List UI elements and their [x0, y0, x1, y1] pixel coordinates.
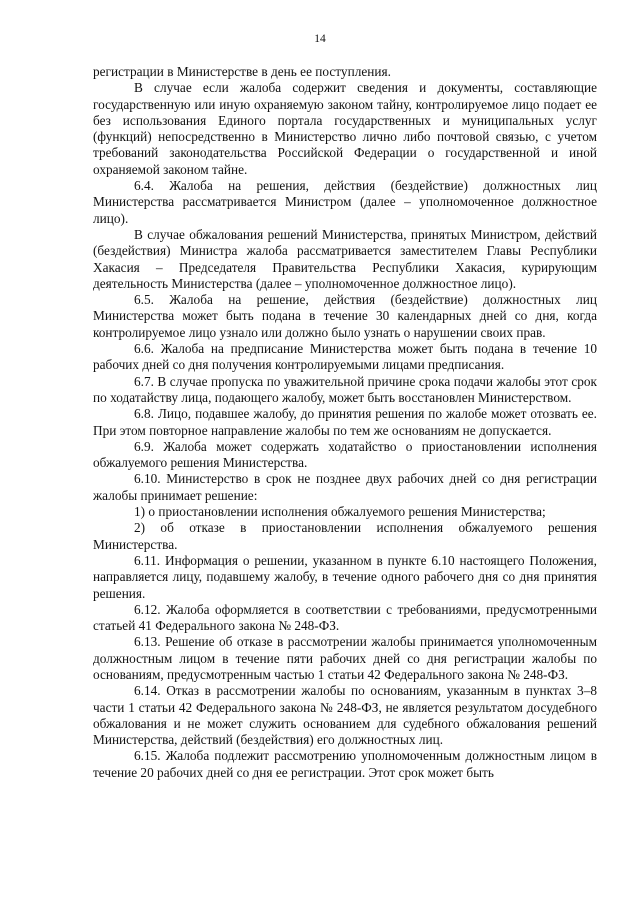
paragraph-6-7: 6.7. В случае пропуска по уважительной причине срока подачи жалобы этот срок по ходатайству лица, подающего жалобу, может быть восстановлен Министерством. — [93, 373, 597, 405]
paragraph-6-6: 6.6. Жалоба на предписание Министерства может быть подана в течение 10 рабочих дней со дня получения контролируемыми лицами предписания. — [93, 341, 597, 373]
paragraph-6-10-item-2: 2) об отказе в приостановлении исполнения обжалуемого решения Министерства. — [93, 520, 597, 552]
paragraph-secret-info: В случае если жалоба содержит сведения и документы, составляющие государственную или иную охраняемую законом тайну, контролируемое лицо подает ее без использования Единого портала государственных и муниципальных услуг (функций) непосредственно в Министерство лично либо почтовой связью, с учетом требований законодательства Российской Федерации о государственной и иной охраняемой законом тайне. — [93, 80, 597, 177]
paragraph-6-15: 6.15. Жалоба подлежит рассмотрению уполномоченным должностным лицом в течение 20 рабочих дней со дня ее регистрации. Этот срок может быть — [93, 748, 597, 780]
paragraph-6-10-item-1: 1) о приостановлении исполнения обжалуемого решения Министерства; — [134, 504, 546, 520]
paragraph-6-11: 6.11. Информация о решении, указанном в пункте 6.10 настоящего Положения, направляется лицу, подавшему жалобу, в течение одного рабочего дня со дня принятия решения. — [93, 552, 597, 601]
paragraph-continuation: регистрации в Министерстве в день ее поступления. — [93, 64, 391, 79]
document-body — [93, 64, 597, 781]
paragraph-6-10: 6.10. Министерство в срок не позднее двух рабочих дней со дня регистрации жалобы принимает решение: — [93, 471, 597, 503]
paragraph-6-4: 6.4. Жалоба на решения, действия (бездействие) должностных лиц Министерства рассматривается Министром (далее – уполномоченное должностное лицо). — [93, 178, 597, 226]
paragraph-6-13: 6.13. Решение об отказе в рассмотрении жалобы принимается уполномоченным должностным лицом в течение пяти рабочих дней со дня регистрации жалобы по основаниям, предусмотренным частью 1 статьи 42 Федерального закона № 248-ФЗ. — [93, 634, 597, 682]
paragraph-6-9: 6.9. Жалоба может содержать ходатайство о приостановлении исполнения обжалуемого решения Министерства. — [93, 438, 597, 471]
paragraph-6-8: 6.8. Лицо, подавшее жалобу, до принятия решения по жалобе может отозвать ее. При этом повторное направление жалобы по тем же основаниям не допускается. — [93, 406, 597, 438]
paragraph-6-14: 6.14. Отказ в рассмотрении жалобы по основаниям, указанным в пунктах 3–8 части 1 статьи 42 Федерального закона № 248-ФЗ, не является результатом досудебного обжалования и не может служить основанием для судебного обжалования решений Министерства, действий (бездействия) его должностных лиц. — [93, 683, 597, 748]
paragraph-6-12: 6.12. Жалоба оформляется в соответствии с требованиями, предусмотренными статьей 41 Федерального закона № 248-ФЗ. — [93, 601, 597, 634]
page-number: 14 — [314, 33, 326, 45]
paragraph-6-4-minister-appeal: В случае обжалования решений Министерства, принятых Министром, действий (бездействия) Министра жалоба рассматривается заместителем Главы Республики Хакасия – Председателя Правительства Республики Хакасия, курирующим деятельность Министерства (далее – уполномоченное должностное лицо). — [93, 226, 597, 291]
paragraph-6-5: 6.5. Жалоба на решение, действия (бездействие) должностных лиц Министерства может быть подана в течение 30 календарных дней со дня, когда контролируемое лицо узнало или должно было узнать о нарушении своих прав. — [93, 292, 597, 340]
